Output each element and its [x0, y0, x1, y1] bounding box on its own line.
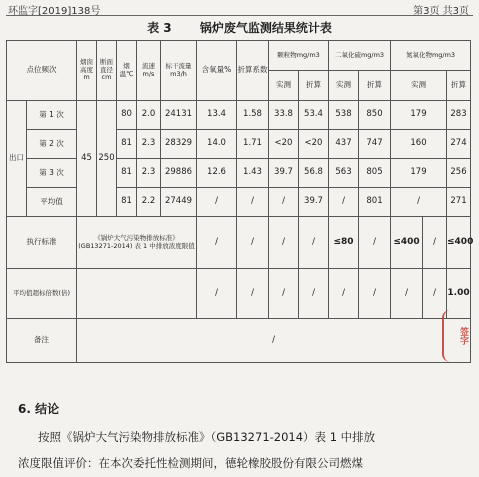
cell: 56.8 — [299, 159, 329, 188]
row-label: 第 3 次 — [27, 159, 77, 188]
blank-cell — [77, 269, 197, 319]
header-point: 点位频次 — [7, 41, 77, 101]
cell: 283 — [447, 101, 471, 130]
cell: <20 — [269, 130, 299, 159]
cell: / — [391, 188, 447, 217]
cell: 256 — [447, 159, 471, 188]
cell: <20 — [299, 130, 329, 159]
table-number: 表 3 — [147, 21, 172, 35]
cell: / — [269, 188, 299, 217]
paragraph-line: 浓度限值评价：在本次委托性检测期间，德轮橡胶股份有限公司燃煤 — [18, 456, 363, 470]
cell: 801 — [359, 188, 391, 217]
row-label: 第 1 次 — [27, 101, 77, 130]
cell: / — [359, 269, 391, 319]
cell: 1.58 — [237, 101, 269, 130]
cell: / — [299, 269, 329, 319]
cell: 13.4 — [197, 101, 237, 130]
cell: 2.2 — [137, 188, 161, 217]
cell: / — [237, 269, 269, 319]
header-temp: 烟温℃ — [117, 41, 137, 101]
table-title: 锅炉废气监测结果统计表 — [199, 21, 332, 35]
cell: / — [423, 217, 447, 269]
cell: 563 — [329, 159, 359, 188]
cell: / — [269, 217, 299, 269]
exceed-label: 平均值超标倍数(倍) — [7, 269, 77, 319]
cell: 2.0 — [137, 101, 161, 130]
cell: ≤400 — [447, 217, 471, 269]
cell: 28329 — [161, 130, 197, 159]
cell: ≤80 — [329, 217, 359, 269]
header-speed: 流速m/s — [137, 41, 161, 101]
cell: / — [197, 217, 237, 269]
cell: ≤400 — [391, 217, 423, 269]
header-converted: 折算 — [299, 71, 329, 101]
header-factor: 折算系数 — [237, 41, 269, 101]
paragraph-line: 按照《锅炉大气污染物排放标准》（GB13271-2014）表 1 中排放 — [38, 430, 376, 444]
cell: 39.7 — [299, 188, 329, 217]
header-measured: 实测 — [269, 71, 299, 101]
stack-height: 45 — [77, 101, 97, 217]
cell: / — [359, 217, 391, 269]
remark-label: 备注 — [7, 319, 77, 363]
cell: 437 — [329, 130, 359, 159]
table-caption — [0, 19, 479, 36]
cell: 850 — [359, 101, 391, 130]
header-oxygen: 含氧量% — [197, 41, 237, 101]
cell: 29886 — [161, 159, 197, 188]
section-heading: 6. 结论 — [18, 402, 60, 416]
cell: 2.3 — [137, 159, 161, 188]
cell: 24131 — [161, 101, 197, 130]
cell: / — [329, 188, 359, 217]
cell: 81 — [117, 130, 137, 159]
cell: 27449 — [161, 188, 197, 217]
cell: 12.6 — [197, 159, 237, 188]
header-flow: 标干流量m3/h — [161, 41, 197, 101]
cell: 538 — [329, 101, 359, 130]
cell: / — [237, 217, 269, 269]
cell: 14.0 — [197, 130, 237, 159]
header-so2: 二氧化硫mg/m3 — [329, 41, 391, 71]
cell: 274 — [447, 130, 471, 159]
header-measured: 实测 — [391, 71, 447, 101]
cell: 39.7 — [269, 159, 299, 188]
header-height: 烟囱高度m — [77, 41, 97, 101]
cell: / — [237, 188, 269, 217]
header-rule — [6, 15, 473, 16]
cell: / — [299, 217, 329, 269]
header-converted: 折算 — [447, 71, 471, 101]
remark-value: / — [77, 319, 471, 363]
cell: 271 — [447, 188, 471, 217]
section-diameter: 250 — [97, 101, 117, 217]
cell: 179 — [391, 101, 447, 130]
standard-label: 执行标准 — [7, 217, 77, 269]
header-nox: 氮氧化物mg/m3 — [391, 41, 471, 71]
cell: 80 — [117, 101, 137, 130]
header-converted: 折算 — [359, 71, 391, 101]
cell: / — [391, 269, 423, 319]
document-number: 环监字[2019]138号 — [8, 6, 101, 17]
cell: / — [269, 269, 299, 319]
header-diameter: 断面直径cm — [97, 41, 117, 101]
cell: 33.8 — [269, 101, 299, 130]
cell: 1.00 — [447, 269, 471, 319]
cell: 747 — [359, 130, 391, 159]
standard-text: 《锅炉大气污染物排放标准》(GB13271-2014) 表 1 中排放浓度限值 — [77, 217, 197, 269]
average-label: 平均值 — [27, 188, 77, 217]
outlet-label: 出口 — [7, 101, 27, 217]
header-pm: 颗粒物mg/m3 — [269, 41, 329, 71]
cell: 1.43 — [237, 159, 269, 188]
cell: 160 — [391, 130, 447, 159]
page-number: 第3页 共3页 — [413, 6, 469, 17]
results-table — [6, 40, 474, 363]
cell: 1.71 — [237, 130, 269, 159]
cell: / — [423, 269, 447, 319]
header-measured: 实测 — [329, 71, 359, 101]
cell: / — [197, 188, 237, 217]
cell: / — [197, 269, 237, 319]
cell: 805 — [359, 159, 391, 188]
cell: 53.4 — [299, 101, 329, 130]
red-stamp: 签字 — [442, 310, 470, 362]
cell: / — [329, 269, 359, 319]
cell: 81 — [117, 159, 137, 188]
cell: 81 — [117, 188, 137, 217]
cell: 179 — [391, 159, 447, 188]
cell: 2.3 — [137, 130, 161, 159]
row-label: 第 2 次 — [27, 130, 77, 159]
